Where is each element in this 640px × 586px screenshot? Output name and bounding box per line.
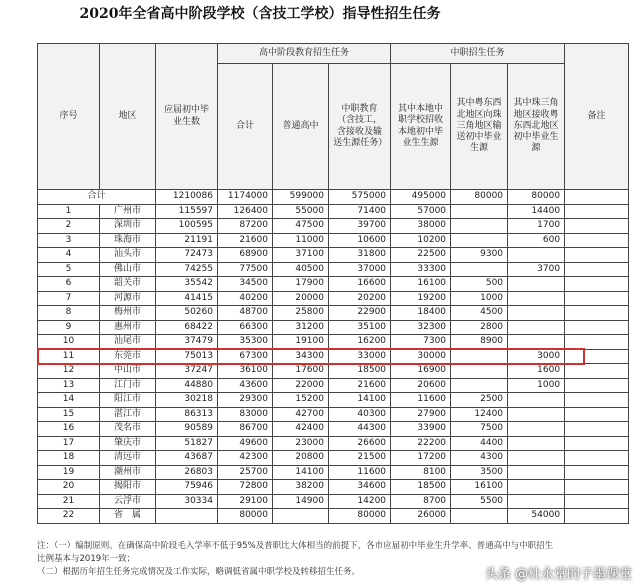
watermark: 头条 @杜永堂的子墨课堂 [484,567,632,582]
cell-grads: 75013 [156,349,218,364]
cell-remarks [565,277,629,292]
total-total: 1174000 [218,190,273,205]
cell-outflow: 4300 [451,451,508,466]
table-row [38,407,629,422]
cell-general: 20000 [273,291,329,306]
cell-vocational: 37000 [329,262,391,277]
cell-outflow: 1000 [451,291,508,306]
cell-inflow [508,407,565,422]
header-group-high: 高中阶段教育招生任务 [218,44,391,64]
header-vocational: 中职教育（含技工，含接收及输送生源任务） [329,64,391,190]
cell-total: 36100 [218,364,273,379]
cell-seq: 22 [38,509,100,524]
header-outflow: 其中粤东西北地区向珠三角地区输送初中毕业生源 [451,64,508,190]
cell-vocational: 34600 [329,480,391,495]
cell-seq: 18 [38,451,100,466]
cell-grads: 72473 [156,248,218,263]
cell-seq: 20 [38,480,100,495]
header-local: 其中本地中职学校招收本地初中毕业生生源 [391,64,451,190]
cell-general: 47500 [273,219,329,234]
cell-seq: 6 [38,277,100,292]
cell-seq: 4 [38,248,100,263]
table-row [38,291,629,306]
table-row [38,204,629,219]
cell-grads: 75946 [156,480,218,495]
cell-vocational: 35100 [329,320,391,335]
cell-inflow [508,248,565,263]
header-general: 普通高中 [273,64,329,190]
cell-region: 深圳市 [100,219,156,234]
cell-local: 11600 [391,393,451,408]
cell-outflow: 3500 [451,465,508,480]
table-row [38,335,629,350]
cell-region: 江门市 [100,378,156,393]
cell-vocational: 21500 [329,451,391,466]
cell-grads [156,509,218,524]
cell-local: 10200 [391,233,451,248]
cell-local: 20600 [391,378,451,393]
cell-vocational: 14200 [329,494,391,509]
cell-inflow [508,306,565,321]
cell-remarks [565,407,629,422]
cell-region: 珠海市 [100,233,156,248]
cell-vocational: 21600 [329,378,391,393]
cell-region: 汕尾市 [100,335,156,350]
cell-region: 省 属 [100,509,156,524]
cell-inflow: 3700 [508,262,565,277]
cell-grads: 41415 [156,291,218,306]
cell-outflow [451,233,508,248]
cell-vocational: 44300 [329,422,391,437]
cell-total: 86700 [218,422,273,437]
cell-grads: 115597 [156,204,218,219]
cell-general: 31200 [273,320,329,335]
cell-local: 7300 [391,335,451,350]
cell-total: 25700 [218,465,273,480]
cell-seq: 15 [38,407,100,422]
cell-remarks [565,378,629,393]
cell-total: 87200 [218,219,273,234]
cell-remarks [565,422,629,437]
table-row [38,219,629,234]
cell-local: 32300 [391,320,451,335]
cell-seq: 8 [38,306,100,321]
cell-seq: 11 [38,349,100,364]
cell-general: 19100 [273,335,329,350]
cell-vocational: 26600 [329,436,391,451]
cell-general: 15200 [273,393,329,408]
cell-general: 34300 [273,349,329,364]
cell-grads: 100595 [156,219,218,234]
table-row [38,364,629,379]
cell-outflow [451,262,508,277]
table-row [38,422,629,437]
cell-outflow: 2500 [451,393,508,408]
table-row [38,451,629,466]
cell-local: 16900 [391,364,451,379]
cell-inflow [508,422,565,437]
cell-general: 38200 [273,480,329,495]
total-grads: 1210086 [156,190,218,205]
cell-inflow: 54000 [508,509,565,524]
cell-local: 22500 [391,248,451,263]
cell-total: 80000 [218,509,273,524]
cell-grads: 86313 [156,407,218,422]
cell-region: 汕头市 [100,248,156,263]
cell-remarks [565,465,629,480]
cell-general: 37100 [273,248,329,263]
cell-grads: 44880 [156,378,218,393]
table-row [38,306,629,321]
cell-inflow: 1000 [508,378,565,393]
cell-remarks [565,364,629,379]
cell-region: 潮州市 [100,465,156,480]
cell-region: 湛江市 [100,407,156,422]
cell-general: 42700 [273,407,329,422]
cell-seq: 9 [38,320,100,335]
cell-grads: 30334 [156,494,218,509]
cell-local: 18500 [391,480,451,495]
cell-local: 33300 [391,262,451,277]
header-inflow: 其中珠三角地区接收粤东西北地区初中毕业生源 [508,64,565,190]
table-row [38,277,629,292]
cell-remarks [565,204,629,219]
cell-vocational: 14100 [329,393,391,408]
cell-total: 35300 [218,335,273,350]
note-line: （二）根据历年招生任务完成情况及工作实际，略调低省属中职学校及转移招生任务。 [37,567,361,577]
header-group-vocational: 中职招生任务 [391,44,565,64]
cell-outflow: 7500 [451,422,508,437]
cell-local: 26000 [391,509,451,524]
cell-outflow: 16100 [451,480,508,495]
cell-remarks [565,393,629,408]
cell-local: 38000 [391,219,451,234]
cell-outflow [451,349,508,364]
enrollment-table [37,43,629,524]
cell-grads: 50260 [156,306,218,321]
cell-total: 77500 [218,262,273,277]
cell-outflow: 5500 [451,494,508,509]
total-row [38,190,629,205]
note-line: 注：（一）编制原则。在确保高中阶段毛入学率不低于95%及普职比大体相当的前提下，各市应届初中毕业生升学率、普通高中与中职招生 [37,541,554,551]
cell-vocational: 16200 [329,335,391,350]
cell-remarks [565,320,629,335]
cell-local: 8700 [391,494,451,509]
cell-total: 21600 [218,233,273,248]
header-seq: 序号 [38,44,100,190]
cell-remarks [565,233,629,248]
cell-outflow: 2800 [451,320,508,335]
cell-vocational: 71400 [329,204,391,219]
header-total: 合计 [218,64,273,190]
cell-seq: 5 [38,262,100,277]
cell-grads: 30218 [156,393,218,408]
cell-outflow: 4400 [451,436,508,451]
table-body [38,190,629,524]
cell-total: 43600 [218,378,273,393]
cell-inflow: 600 [508,233,565,248]
cell-remarks [565,509,629,524]
total-outflow: 80000 [451,190,508,205]
cell-total: 49600 [218,436,273,451]
header-region: 地区 [100,44,156,190]
cell-outflow: 12400 [451,407,508,422]
cell-vocational: 33000 [329,349,391,364]
cell-general: 55000 [273,204,329,219]
cell-general: 23000 [273,436,329,451]
cell-remarks [565,451,629,466]
page-title: 2020年全省高中阶段学校（含技工学校）指导性招生任务 [79,6,441,22]
cell-outflow [451,364,508,379]
cell-remarks [565,436,629,451]
table-row [38,378,629,393]
cell-general: 11000 [273,233,329,248]
cell-grads: 68422 [156,320,218,335]
cell-grads: 74255 [156,262,218,277]
cell-seq: 10 [38,335,100,350]
cell-region: 韶关市 [100,277,156,292]
cell-inflow: 1600 [508,364,565,379]
cell-inflow [508,436,565,451]
cell-inflow [508,277,565,292]
cell-general: 42400 [273,422,329,437]
cell-vocational: 31800 [329,248,391,263]
cell-inflow [508,451,565,466]
cell-outflow: 9300 [451,248,508,263]
cell-vocational: 10600 [329,233,391,248]
cell-local: 57000 [391,204,451,219]
cell-inflow [508,480,565,495]
table-row [38,465,629,480]
total-general: 599000 [273,190,329,205]
cell-general: 22000 [273,378,329,393]
cell-vocational: 39700 [329,219,391,234]
cell-region: 清远市 [100,451,156,466]
cell-general: 20800 [273,451,329,466]
total-local: 495000 [391,190,451,205]
cell-region: 佛山市 [100,262,156,277]
total-inflow: 80000 [508,190,565,205]
cell-outflow: 8900 [451,335,508,350]
table-row [38,262,629,277]
table-row [38,320,629,335]
table-row [38,509,629,524]
cell-remarks [565,262,629,277]
cell-grads: 37479 [156,335,218,350]
cell-remarks [565,494,629,509]
cell-inflow: 1700 [508,219,565,234]
cell-region: 东莞市 [100,349,156,364]
cell-outflow [451,378,508,393]
cell-local: 18400 [391,306,451,321]
total-remarks [565,190,629,205]
cell-local: 22200 [391,436,451,451]
cell-inflow: 3000 [508,349,565,364]
cell-vocational: 40300 [329,407,391,422]
cell-general: 40500 [273,262,329,277]
cell-remarks [565,335,629,350]
cell-seq: 3 [38,233,100,248]
cell-vocational: 22900 [329,306,391,321]
cell-seq: 16 [38,422,100,437]
total-label: 合计 [38,190,156,205]
cell-region: 广州市 [100,204,156,219]
header-remarks: 备注 [565,44,629,190]
cell-seq: 19 [38,465,100,480]
cell-remarks [565,248,629,263]
cell-seq: 14 [38,393,100,408]
cell-general: 14900 [273,494,329,509]
cell-seq: 2 [38,219,100,234]
cell-remarks [565,219,629,234]
cell-inflow [508,393,565,408]
cell-inflow [508,494,565,509]
table-row [38,349,629,364]
cell-grads: 37247 [156,364,218,379]
table-row [38,233,629,248]
cell-grads: 21191 [156,233,218,248]
cell-region: 揭阳市 [100,480,156,495]
cell-outflow: 500 [451,277,508,292]
table-row [38,436,629,451]
cell-inflow: 14400 [508,204,565,219]
cell-seq: 7 [38,291,100,306]
cell-inflow [508,291,565,306]
cell-inflow [508,465,565,480]
cell-outflow [451,219,508,234]
cell-vocational: 20200 [329,291,391,306]
cell-total: 83000 [218,407,273,422]
cell-total: 72800 [218,480,273,495]
cell-general: 14100 [273,465,329,480]
cell-region: 中山市 [100,364,156,379]
total-vocational: 575000 [329,190,391,205]
table-row [38,480,629,495]
cell-remarks [565,306,629,321]
cell-region: 梅州市 [100,306,156,321]
cell-region: 河源市 [100,291,156,306]
cell-total: 34500 [218,277,273,292]
cell-seq: 12 [38,364,100,379]
cell-seq: 21 [38,494,100,509]
cell-local: 17200 [391,451,451,466]
cell-grads: 43687 [156,451,218,466]
cell-general: 25800 [273,306,329,321]
cell-grads: 26803 [156,465,218,480]
cell-local: 8100 [391,465,451,480]
cell-total: 29100 [218,494,273,509]
cell-seq: 13 [38,378,100,393]
cell-seq: 1 [38,204,100,219]
cell-outflow: 4500 [451,306,508,321]
cell-general: 17600 [273,364,329,379]
cell-total: 42300 [218,451,273,466]
cell-total: 29300 [218,393,273,408]
cell-grads: 90589 [156,422,218,437]
header-grads: 应届初中毕业生数 [156,44,218,190]
cell-vocational: 16600 [329,277,391,292]
cell-remarks [565,291,629,306]
table-row [38,494,629,509]
cell-region: 阳江市 [100,393,156,408]
cell-inflow [508,335,565,350]
note-line: 比例基本与2019年一致； [37,554,136,564]
cell-vocational: 80000 [329,509,391,524]
cell-total: 67300 [218,349,273,364]
cell-total: 68900 [218,248,273,263]
cell-grads: 35542 [156,277,218,292]
cell-total: 126400 [218,204,273,219]
cell-general: 17900 [273,277,329,292]
cell-local: 33900 [391,422,451,437]
table-row [38,248,629,263]
cell-vocational: 11600 [329,465,391,480]
cell-general [273,509,329,524]
cell-region: 惠州市 [100,320,156,335]
cell-region: 茂名市 [100,422,156,437]
cell-outflow [451,204,508,219]
cell-total: 48700 [218,306,273,321]
cell-local: 27900 [391,407,451,422]
cell-remarks [565,349,629,364]
cell-local: 30000 [391,349,451,364]
cell-vocational: 18500 [329,364,391,379]
cell-total: 40200 [218,291,273,306]
cell-region: 肇庆市 [100,436,156,451]
cell-region: 云浮市 [100,494,156,509]
cell-local: 19200 [391,291,451,306]
cell-local: 16100 [391,277,451,292]
cell-inflow [508,320,565,335]
cell-outflow [451,509,508,524]
cell-remarks [565,480,629,495]
table-row [38,393,629,408]
cell-seq: 17 [38,436,100,451]
cell-total: 66300 [218,320,273,335]
cell-grads: 51827 [156,436,218,451]
